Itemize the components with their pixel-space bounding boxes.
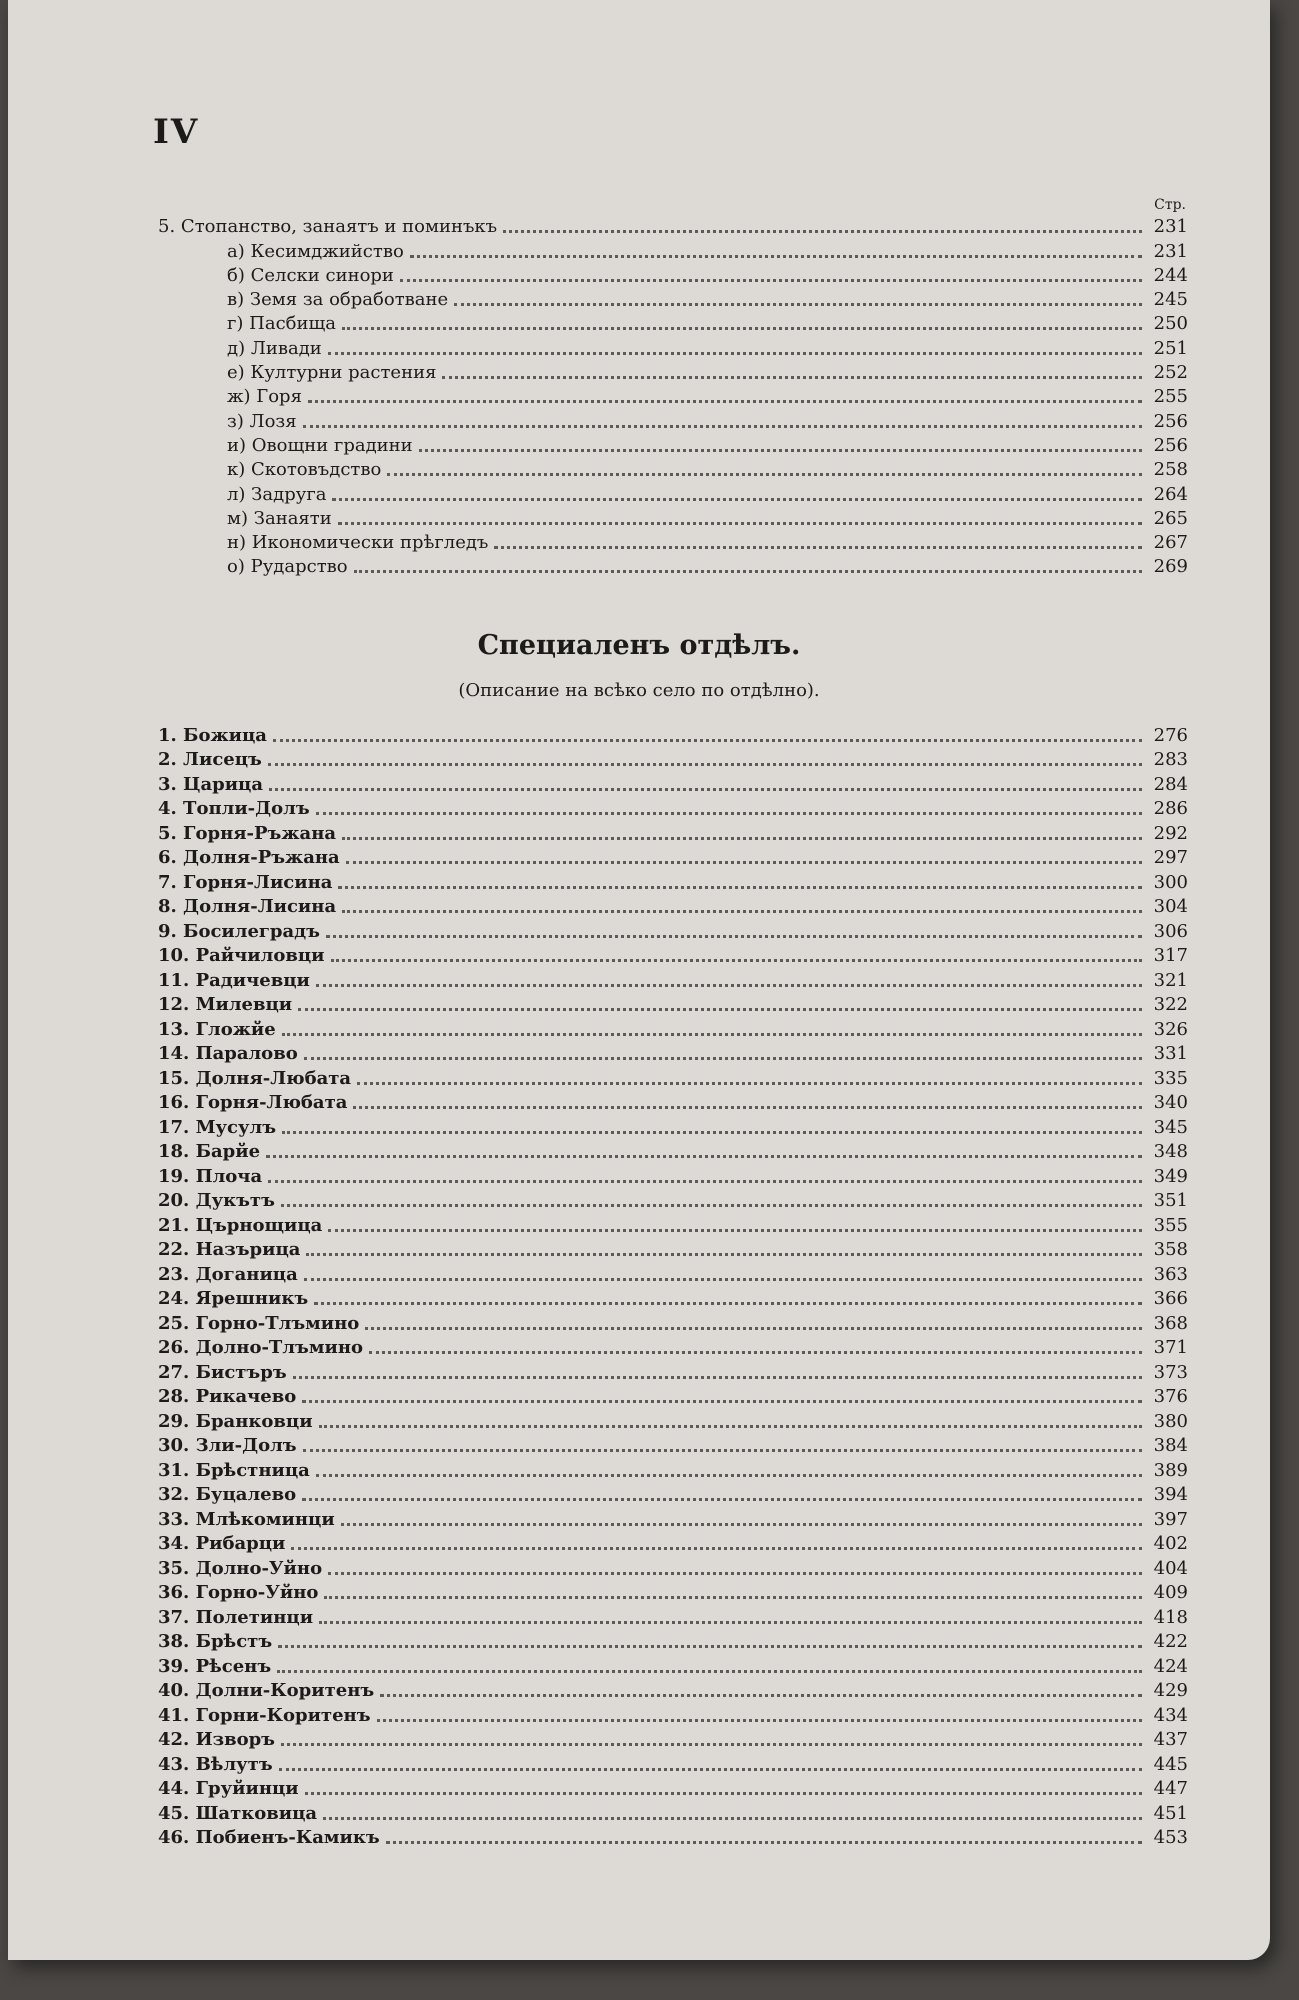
page-ref: 373 — [1153, 1361, 1188, 1383]
page-ref: 351 — [1153, 1190, 1188, 1211]
page-ref: 258 — [1153, 459, 1188, 481]
page-ref: 340 — [1153, 1092, 1188, 1113]
dot-leader — [454, 303, 1142, 306]
toc-village-entry-label: 7. Горня-Лисина — [158, 871, 333, 893]
toc-village-entry — [158, 1262, 1188, 1287]
toc-village-entry — [158, 1507, 1188, 1532]
toc-village-entry — [158, 1336, 1188, 1361]
dot-leader — [341, 1523, 1142, 1526]
toc-village-entry-label: 40. Долни-Коритенъ — [158, 1680, 375, 1701]
toc-subentry — [158, 336, 1188, 360]
dot-leader — [386, 1841, 1142, 1844]
special-section-subtitle: (Описание на всѣко село по отдѣлно). — [458, 680, 820, 701]
toc-subentry — [158, 409, 1188, 433]
page-ref: 252 — [1153, 362, 1188, 384]
page-ref: 331 — [1153, 1043, 1188, 1064]
page-ref: 397 — [1153, 1508, 1188, 1530]
dot-leader — [282, 1033, 1142, 1036]
page-number: IV — [153, 112, 200, 152]
toc-village-entry — [158, 1654, 1188, 1679]
page-ref: 245 — [1153, 289, 1188, 311]
toc-subentry-label: ж) Горя — [227, 386, 302, 408]
page-ref: 255 — [1153, 386, 1188, 408]
toc-village-entry-label: 22. Назърица — [158, 1239, 301, 1260]
toc-subentry-label: з) Лозя — [227, 410, 297, 432]
dot-leader — [342, 910, 1142, 913]
toc-village-entry — [158, 1679, 1188, 1704]
dot-leader — [323, 1817, 1142, 1820]
toc-subentry-label: м) Занаяти — [227, 507, 332, 529]
page-ref: 434 — [1153, 1704, 1188, 1726]
toc-village-entry — [158, 1287, 1188, 1312]
toc-village-entry-label: 30. Зли-Долъ — [158, 1435, 297, 1456]
dot-leader — [302, 1400, 1142, 1403]
toc-village-entry — [158, 1213, 1188, 1238]
page-ref: 286 — [1153, 798, 1188, 819]
toc-subentry-label: к) Скотовъдство — [227, 459, 382, 481]
page-ref: 326 — [1153, 1018, 1188, 1040]
dot-leader — [380, 1694, 1142, 1697]
toc-village-entry-label: 46. Побиенъ-Камикъ — [158, 1827, 380, 1848]
page-ref: 283 — [1153, 749, 1188, 770]
toc-village-entry-label: 25. Горно-Тлъмино — [158, 1312, 360, 1334]
page-ref: 256 — [1153, 410, 1188, 432]
toc-village-entry-label: 36. Горно-Уйно — [158, 1582, 319, 1603]
toc-village-entry-label: 38. Брѣстъ — [158, 1631, 273, 1652]
dot-leader — [298, 1008, 1142, 1011]
toc-subentry — [158, 264, 1188, 288]
dot-leader — [273, 739, 1142, 742]
toc-village-entry-label: 29. Бранковци — [158, 1410, 313, 1432]
dot-leader — [338, 522, 1142, 525]
toc-village-entry — [158, 1385, 1188, 1410]
toc-village-entry-label: 4. Топли-Долъ — [158, 798, 310, 819]
toc-subentry — [158, 239, 1188, 263]
toc-subentry-label: о) Рударство — [227, 556, 348, 578]
dot-leader — [326, 935, 1142, 938]
toc-subentry — [158, 482, 1188, 506]
dot-leader — [332, 498, 1142, 501]
dot-leader — [410, 255, 1142, 258]
toc-village-entry — [158, 1630, 1188, 1655]
toc-village-entry-label: 13. Гложйе — [158, 1018, 276, 1040]
toc-village-entry — [158, 1409, 1188, 1434]
toc-village-entry-label: 8. Долня-Лисина — [158, 896, 337, 917]
dot-leader — [354, 570, 1142, 573]
toc-subentry — [158, 507, 1188, 531]
toc-village-entry-label: 12. Милевци — [158, 994, 293, 1015]
toc-village-entry — [158, 1777, 1188, 1802]
toc-village-entry — [158, 993, 1188, 1018]
toc-village-entry — [158, 772, 1188, 797]
toc-village-entry-label: 11. Радичевци — [158, 969, 310, 991]
page-ref: 231 — [1153, 240, 1188, 262]
dot-leader — [494, 546, 1142, 549]
toc-village-entry — [158, 870, 1188, 895]
page-ref: 349 — [1153, 1165, 1188, 1187]
toc-village-entry — [158, 1801, 1188, 1826]
page-ref: 404 — [1153, 1557, 1188, 1579]
toc-village-entry — [158, 1066, 1188, 1091]
toc-village-entry — [158, 797, 1188, 822]
toc-village-entry-label: 18. Барйе — [158, 1141, 261, 1162]
page-ref: 368 — [1153, 1312, 1188, 1334]
toc-village-entry-label: 26. Долно-Тлъмино — [158, 1337, 363, 1358]
dot-leader — [419, 449, 1142, 452]
page-ref: 284 — [1153, 773, 1188, 795]
toc-village-entry — [158, 1140, 1188, 1165]
toc-village-entry-label: 23. Доганица — [158, 1263, 298, 1285]
toc-subentry — [158, 555, 1188, 579]
dot-leader — [316, 812, 1142, 815]
page-ref: 251 — [1153, 337, 1188, 359]
page-ref: 256 — [1153, 434, 1188, 456]
toc-village-entry — [158, 1017, 1188, 1042]
toc-village-entry-label: 45. Шатковица — [158, 1802, 318, 1824]
page-ref: 317 — [1153, 945, 1188, 966]
toc-village-entry-label: 43. Вѣлутъ — [158, 1753, 273, 1775]
toc-village-entry-label: 35. Долно-Уйно — [158, 1557, 323, 1579]
toc-village-entry-label: 16. Горня-Любата — [158, 1092, 348, 1113]
page-ref: 304 — [1153, 896, 1188, 917]
dot-leader — [331, 959, 1142, 962]
page-ref: 389 — [1153, 1459, 1188, 1481]
dot-leader — [268, 763, 1142, 766]
toc-village-entry-label: 32. Буцалево — [158, 1484, 297, 1505]
page-ref: 424 — [1153, 1655, 1188, 1677]
page-ref: 409 — [1153, 1582, 1188, 1603]
dot-leader — [314, 1302, 1142, 1305]
toc-village-entry-label: 19. Плоча — [158, 1165, 263, 1187]
dot-leader — [353, 1106, 1142, 1109]
toc-village-entry-label: 37. Полетинци — [158, 1606, 314, 1628]
toc-village-entry — [158, 1164, 1188, 1189]
dot-leader — [281, 1743, 1142, 1746]
dot-leader — [302, 1498, 1142, 1501]
toc-village-entry-label: 2. Лисецъ — [158, 749, 262, 770]
dot-leader — [319, 1621, 1142, 1624]
special-section-heading: Специаленъ отдѣлъ. — [477, 630, 801, 661]
toc-village-entry-label: 41. Горни-Коритенъ — [158, 1704, 371, 1726]
page-ref: 376 — [1153, 1386, 1188, 1407]
page-ref: 276 — [1153, 724, 1188, 746]
page-ref: 358 — [1153, 1239, 1188, 1260]
dot-leader — [316, 1474, 1142, 1477]
page-ref: 363 — [1153, 1263, 1188, 1285]
page-ref: 366 — [1153, 1288, 1188, 1309]
dot-leader — [377, 1719, 1142, 1722]
toc-subentry — [158, 531, 1188, 555]
toc-village-entry-label: 39. Рѣсенъ — [158, 1655, 272, 1677]
toc-subentry-label: н) Икономически прѣгледъ — [227, 532, 489, 554]
page-ref: 394 — [1153, 1484, 1188, 1505]
toc-village-entry-label: 21. Църнощица — [158, 1214, 323, 1236]
page-ref: 422 — [1153, 1631, 1188, 1652]
toc-village-entry-label: 10. Райчиловци — [158, 945, 325, 966]
dot-leader — [268, 1180, 1142, 1183]
page-ref: 335 — [1153, 1067, 1188, 1089]
page-ref: 371 — [1153, 1337, 1188, 1358]
dot-leader — [319, 1425, 1142, 1428]
dot-leader — [303, 425, 1142, 428]
page-ref: 453 — [1153, 1827, 1188, 1848]
toc-subentry-label: в) Земя за обработване — [227, 289, 449, 311]
dot-leader — [282, 1131, 1142, 1134]
toc-village-entry — [158, 821, 1188, 846]
page-ref: 321 — [1153, 969, 1188, 991]
toc-village-entry-label: 5. Горня-Ръжана — [158, 822, 337, 844]
toc-village-entry — [158, 1728, 1188, 1753]
toc-subentry-label: а) Кесимджийство — [227, 240, 404, 262]
toc-village-entry — [158, 748, 1188, 773]
dot-leader — [328, 1572, 1142, 1575]
page-ref: 437 — [1153, 1729, 1188, 1750]
toc-village-entry-label: 34. Рибарци — [158, 1533, 286, 1554]
dot-leader — [357, 1082, 1142, 1085]
toc-village-entry — [158, 1042, 1188, 1067]
toc-village-entry — [158, 944, 1188, 969]
toc-village-entry — [158, 1826, 1188, 1851]
dot-leader — [304, 1278, 1142, 1281]
toc-village-entry-label: 31. Брѣстница — [158, 1459, 310, 1481]
toc-village-entry — [158, 1483, 1188, 1508]
toc-village-entry-label: 6. Долня-Ръжана — [158, 847, 340, 868]
dot-leader — [269, 788, 1142, 791]
toc-entry-economy — [158, 215, 1188, 239]
toc-village-entry — [158, 895, 1188, 920]
section-number: 5. — [158, 216, 176, 238]
page-ref: 264 — [1153, 483, 1188, 505]
toc-subentry — [158, 312, 1188, 336]
toc-subentry — [158, 385, 1188, 409]
dot-leader — [365, 1327, 1142, 1330]
page-ref: 322 — [1153, 994, 1188, 1015]
toc-village-entry — [158, 1605, 1188, 1630]
toc-village-entry — [158, 1458, 1188, 1483]
dot-leader — [293, 1376, 1142, 1379]
toc-village-entry — [158, 723, 1188, 748]
dot-leader — [442, 376, 1142, 379]
toc-subentry — [158, 458, 1188, 482]
page-ref: 348 — [1153, 1141, 1188, 1162]
toc-village-entry-label: 9. Босилеградъ — [158, 920, 320, 942]
toc-economy-section — [158, 195, 1188, 579]
toc-village-entry-label: 15. Долня-Любата — [158, 1067, 352, 1089]
subsection-list — [158, 239, 1188, 579]
book-page — [8, 0, 1270, 1960]
dot-leader — [316, 984, 1142, 987]
toc-subentry-label: д) Ливади — [227, 337, 322, 359]
toc-village-entry-label: 1. Божица — [158, 724, 267, 746]
dot-leader — [324, 1596, 1142, 1599]
page-ref: 292 — [1153, 822, 1188, 844]
dot-leader — [503, 230, 1142, 233]
dot-leader — [291, 1547, 1142, 1550]
dot-leader — [400, 279, 1142, 282]
toc-subentry — [158, 361, 1188, 385]
page-ref: 267 — [1153, 532, 1188, 554]
toc-subentry — [158, 434, 1188, 458]
page-ref: 451 — [1153, 1802, 1188, 1824]
toc-village-entry-label: 17. Мусулъ — [158, 1116, 277, 1138]
dot-leader — [304, 1057, 1142, 1060]
dot-leader — [308, 400, 1142, 403]
toc-subentry-label: л) Задруга — [227, 483, 327, 505]
toc-subentry-label: б) Селски синори — [227, 264, 394, 286]
page-ref: 300 — [1153, 871, 1188, 893]
page-ref: 402 — [1153, 1533, 1188, 1554]
toc-village-entry-label: 20. Дукътъ — [158, 1190, 275, 1211]
dot-leader — [338, 886, 1142, 889]
toc-village-entry — [158, 1311, 1188, 1336]
dot-leader — [342, 837, 1142, 840]
toc-village-entry — [158, 1703, 1188, 1728]
page-ref: 429 — [1153, 1680, 1188, 1701]
page-ref: 297 — [1153, 847, 1188, 868]
toc-village-entry-label: 44. Груйинци — [158, 1778, 299, 1799]
dot-leader — [369, 1351, 1142, 1354]
toc-village-entry — [158, 846, 1188, 871]
page-ref: 418 — [1153, 1606, 1188, 1628]
dot-leader — [346, 861, 1142, 864]
toc-village-entry — [158, 1238, 1188, 1263]
dot-leader — [278, 1645, 1142, 1648]
toc-village-entry — [158, 1189, 1188, 1214]
toc-village-entry-label: 24. Ярешникъ — [158, 1288, 309, 1309]
toc-village-entry — [158, 968, 1188, 993]
dot-leader — [279, 1768, 1142, 1771]
page-ref: 265 — [1153, 507, 1188, 529]
page-ref: 445 — [1153, 1753, 1188, 1775]
dot-leader — [303, 1449, 1142, 1452]
village-list — [158, 723, 1188, 1850]
toc-village-entry — [158, 1434, 1188, 1459]
toc-village-entry-label: 33. Млѣкоминци — [158, 1508, 335, 1530]
toc-village-entry — [158, 1115, 1188, 1140]
dot-leader — [306, 1253, 1142, 1256]
toc-village-entry — [158, 1581, 1188, 1606]
toc-village-entry — [158, 1532, 1188, 1557]
toc-village-entry-label: 28. Рикачево — [158, 1386, 297, 1407]
dot-leader — [305, 1792, 1142, 1795]
page-ref: 345 — [1153, 1116, 1188, 1138]
page-ref: 231 — [1153, 216, 1188, 238]
page-ref: 380 — [1153, 1410, 1188, 1432]
toc-subentry-label: и) Овощни градини — [227, 434, 413, 456]
dot-leader — [342, 327, 1142, 330]
section-title: Стопанство, занаятъ и поминъкъ — [180, 216, 498, 238]
page-ref: 447 — [1153, 1778, 1188, 1799]
page-ref: 269 — [1153, 556, 1188, 578]
toc-village-entry-label: 14. Паралово — [158, 1043, 298, 1064]
page-ref: 384 — [1153, 1435, 1188, 1456]
toc-subentry-label: г) Пасбища — [227, 313, 336, 335]
dot-leader — [328, 352, 1142, 355]
toc-village-entry — [158, 1091, 1188, 1116]
dot-leader — [328, 1229, 1142, 1232]
dot-leader — [387, 473, 1142, 476]
dot-leader — [277, 1670, 1142, 1673]
toc-subentry-label: е) Културни растения — [227, 362, 437, 384]
page-ref: 250 — [1153, 313, 1188, 335]
toc-village-entry — [158, 1556, 1188, 1581]
toc-village-entry — [158, 919, 1188, 944]
toc-village-entry-label: 42. Изворъ — [158, 1729, 275, 1750]
toc-village-entry-label: 27. Бистъръ — [158, 1361, 287, 1383]
toc-subentry — [158, 288, 1188, 312]
page-ref: 244 — [1153, 264, 1188, 286]
toc-village-entry — [158, 1360, 1188, 1385]
toc-village-entry — [158, 1752, 1188, 1777]
dot-leader — [266, 1155, 1142, 1158]
page-column-header: Стр. — [1154, 197, 1186, 213]
toc-village-entry-label: 3. Царица — [158, 773, 264, 795]
dot-leader — [281, 1204, 1142, 1207]
page-ref: 355 — [1153, 1214, 1188, 1236]
page-ref: 306 — [1153, 920, 1188, 942]
